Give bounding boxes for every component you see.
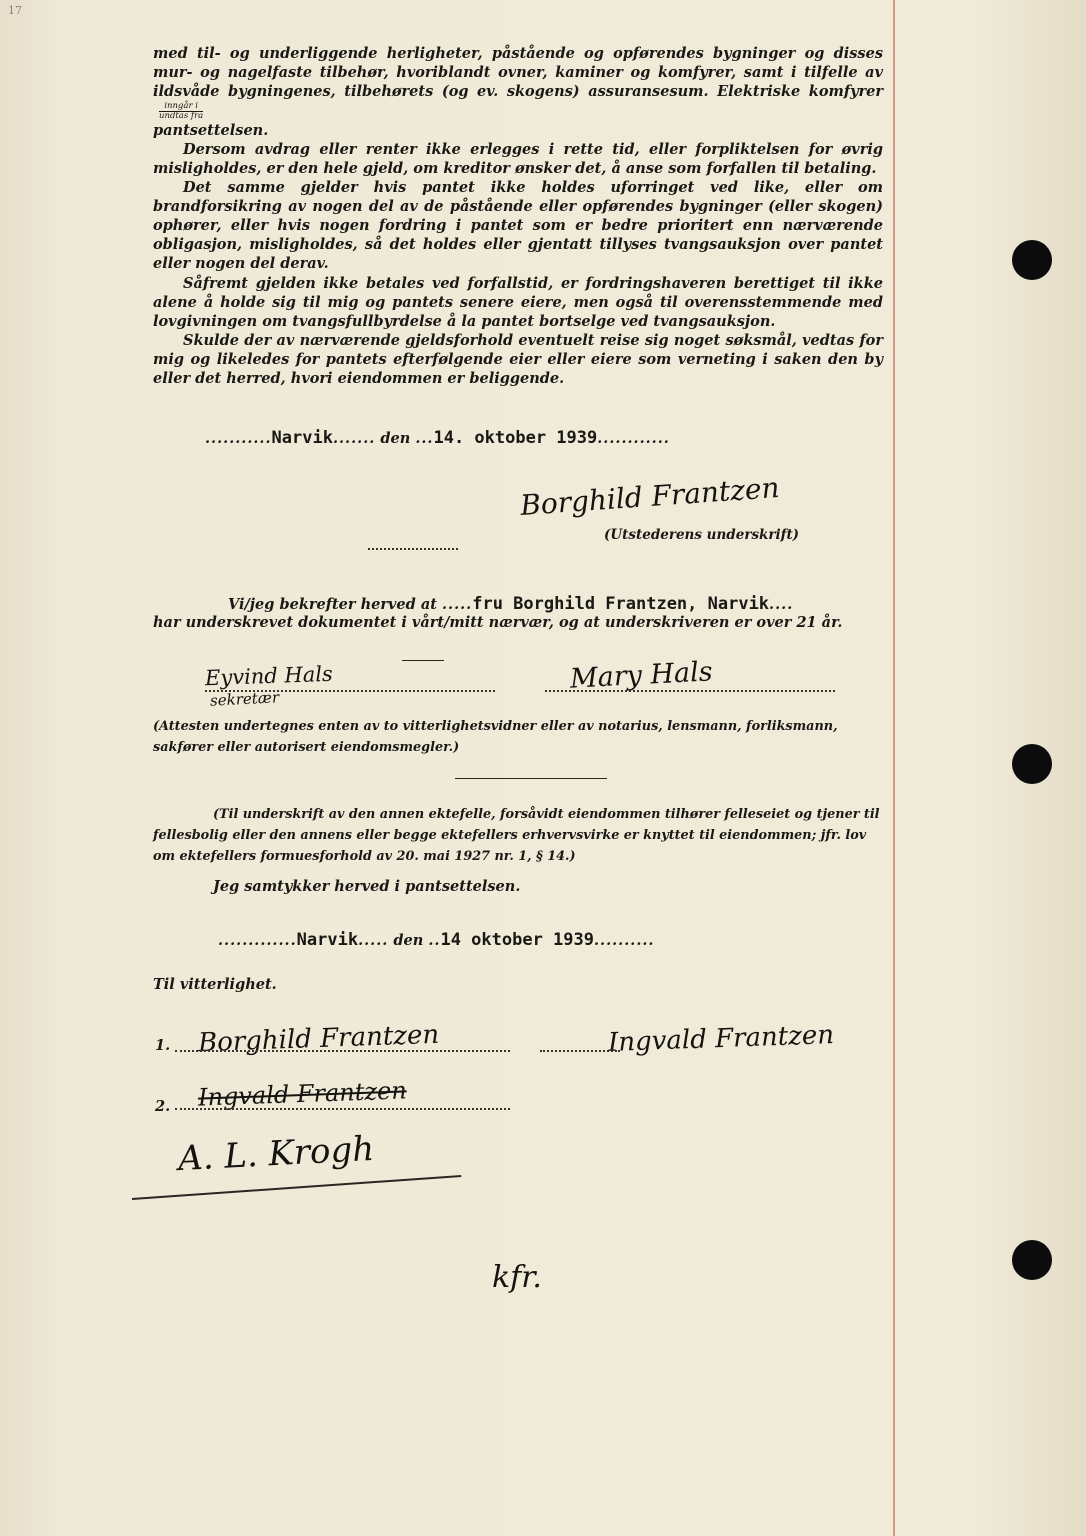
issuer-caption: (Utstederens underskrift)	[604, 527, 800, 543]
witness2-signature: Mary Hals	[569, 656, 714, 695]
body-text	[153, 44, 883, 388]
issuer-place: Narvik	[271, 428, 333, 448]
issuer-date: 14. oktober 1939	[433, 428, 598, 448]
spouse-place: Narvik	[296, 930, 359, 950]
separator-rule	[455, 778, 607, 779]
spouse-note-text: (Til underskrift av den annen ektefelle, forsåvidt eiendommen tilhører felleseiet og tjener til fellesbolig eller den annens eller begge ektefellers erhvervsvirke er knyttet til eiendommen; jfr. lov om ektefellers formuesforhold av 20. mai 1927 nr. 1, § 14.)	[153, 807, 880, 864]
spouse-date: 14 oktober 1939	[440, 930, 594, 950]
issuer-den: den	[380, 430, 411, 447]
spouse-den: den	[393, 932, 424, 949]
corner-mark: 17	[8, 4, 22, 17]
paragraph-venue: Skulde der av nærværende gjeldsforhold eventuelt reise sig noget søksmål, vedtas for mig og likeledes for pantets efterfølgende eier eller eiere som verneting i saken den by eller det herred, hvori eiendommen er beliggende.	[153, 331, 883, 387]
witness1-signature: Eyvind Hals	[204, 661, 334, 691]
paragraph-pledge: pantsettelsen.	[153, 121, 269, 139]
certification-prefix: Vi/jeg bekrefter herved at	[228, 596, 437, 613]
witness2-dotted-line	[545, 690, 835, 692]
spouse-note	[153, 804, 883, 867]
paragraph-insurance: Det samme gjelder hvis pantet ikke holdes uforringet ved like, eller om brandforsikring av nogen del av de påstående eller opførendes bygninger (eller skogen) ophører, eller hvis nogen fordring i pantet som er bedre prioritert enn nærværende obligasjon, misligholdes, så det holdes eller gjentatt tillyses tvangsauksjon over pantet eller nogen del derav.	[153, 179, 883, 273]
paragraph-default: Dersom avdrag eller renter ikke erlegges i rette tid, eller forpliktelsen for øvrig misligholdes, er den hele gjeld, om kreditor ønsker det, å anse som forfallen til betaling.	[153, 140, 883, 177]
issuer-date-line: ...........Narvik....... den ...14. oktober 1939............	[205, 428, 670, 448]
official-signature: A. L. Krogh	[177, 1128, 376, 1180]
spouse-consent: Jeg samtykker herved i pantsettelsen.	[213, 878, 521, 895]
fraction-bottom: undtas fra	[159, 110, 204, 121]
fraction-top: inngår i	[159, 102, 203, 112]
witness-number-1: 1.	[155, 1037, 171, 1054]
paragraph-property	[153, 44, 883, 121]
fraction-choice	[159, 102, 203, 121]
short-rule	[402, 660, 444, 661]
witness1-line	[175, 1050, 510, 1052]
spouse-witness-right-signature: Ingvald Frantzen	[607, 1020, 835, 1058]
certified-name: fru Borghild Frantzen, Narvik	[472, 594, 770, 614]
initials-mark: kfr.	[492, 1260, 542, 1295]
certification-line: Vi/jeg bekrefter herved at .....fru Borghild Frantzen, Narvik....	[228, 594, 794, 614]
certification-line-2: har underskrevet dokumentet i vårt/mitt nærvær, og at underskriveren er over 21 år.	[153, 614, 843, 631]
certification-note	[153, 716, 883, 758]
witness-number-2: 2.	[155, 1098, 171, 1115]
paragraph-text: med til- og underliggende herligheter, påstående og opførendes bygninger og disses mur- og nagelfaste tilbehør, hvoriblandt ovner, kaminer og komfyrer, samt i tilfelle av ildsvåde bygningenes, tilbehørets (og ev. skogens) assuransesum. Elektriske komfyrer	[153, 45, 883, 101]
witness-right-line	[540, 1050, 620, 1052]
punch-hole	[1012, 240, 1052, 280]
certification-note-text: (Attesten undertegnes enten av to vitterlighetsvidner eller av notarius, lensmann, forliksmann, sakfører eller autorisert eiendomsmegler.)	[153, 719, 838, 755]
witness2-line	[175, 1108, 510, 1110]
spouse-date-line: .............Narvik..... den ..14 oktober 1939..........	[218, 930, 655, 950]
punch-hole	[1012, 1240, 1052, 1280]
spouse-witness2-struck-signature: Ingvald Frantzen	[197, 1076, 408, 1112]
issuer-signature: Borghild Frantzen	[519, 470, 781, 523]
witness-heading: Til vitterlighet.	[153, 976, 277, 993]
dotted-rule	[368, 548, 458, 550]
spouse-witness1-signature: Borghild Frantzen	[197, 1019, 440, 1059]
witness1-title: sekretær	[209, 688, 280, 710]
punch-hole	[1012, 744, 1052, 784]
paragraph-auction: Såfremt gjelden ikke betales ved forfallstid, er fordringshaveren berettiget til ikke alene å holde sig til mig og pantets senere eiere, men også til overensstemmende med lovgivningen om tvangsfullbyrdelse å la pantet bortselge ved tvangsauksjon.	[153, 274, 883, 330]
margin-rule	[893, 0, 895, 1536]
